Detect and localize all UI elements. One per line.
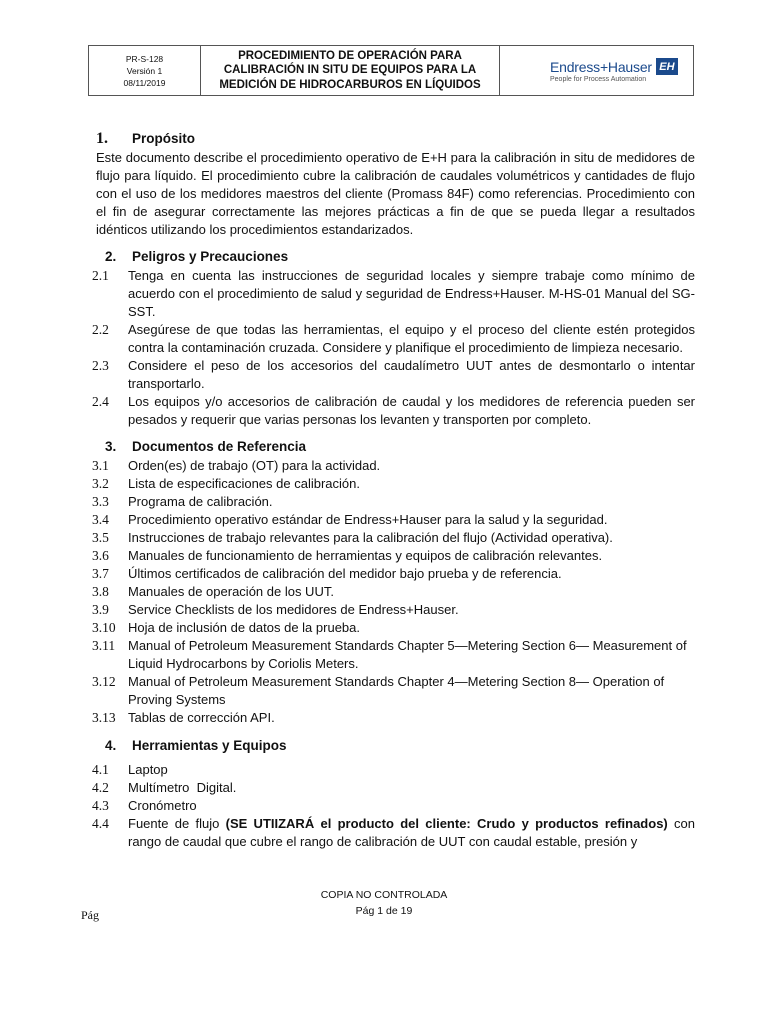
document-body <box>92 124 695 851</box>
section-number: 2. <box>105 249 117 264</box>
list-item: 3.4 Procedimiento operativo estándar de Endress+Hauser para la salud y la seguridad. <box>92 512 608 527</box>
document-meta <box>89 46 201 95</box>
item-text-bold: (SE UTIIZARÁ el producto del cliente: Crudo y productos refinados) <box>225 816 668 831</box>
section-heading <box>96 248 695 266</box>
list-item: 3.6 Manuales de funcionamiento de herramientas y equipos de calibración relevantes. <box>92 548 603 563</box>
title-line: CALIBRACIÓN IN SITU DE EQUIPOS PARA LA <box>223 64 477 77</box>
list-item: 4.2 Multímetro Digital. <box>92 780 237 795</box>
page-footer <box>0 887 768 919</box>
list-item: 4.1 Laptop <box>92 762 168 777</box>
list-item: 3.10 Hoja de inclusión de datos de la prueba. <box>92 620 360 635</box>
company-logo <box>500 46 693 95</box>
list-item: 3.5 Instrucciones de trabajo relevantes para la calibración del flujo (Actividad operativa). <box>92 530 613 545</box>
document-version: Versión 1 <box>126 65 163 76</box>
list-item: 2.4 Los equipos y/o accesorios de calibración de caudal y los medidores de referencia pueden ser pesados y requerir que varias personas los levanten y transporten por completo. <box>92 394 695 427</box>
document-date: 08/11/2019 <box>123 77 166 88</box>
document-title <box>201 46 500 95</box>
list-item: 3.2 Lista de especificaciones de calibración. <box>92 476 360 491</box>
title-line: PROCEDIMIENTO DE OPERACIÓN PARA <box>238 49 462 62</box>
page-label: Pág <box>81 908 99 922</box>
list-item: 3.12 Manual of Petroleum Measurement Standards Chapter 4—Metering Section 8— Operation of Proving Systems <box>92 674 665 707</box>
list-item: 2.2 Asegúrese de que todas las herramientas, el equipo y el proceso del cliente estén protegidos contra la contaminación cruzada. Considere y planifique el procedimiento de limpieza necesario. <box>92 322 695 355</box>
logo-name: Endress+Hauser <box>550 58 652 75</box>
title-line: MEDICIÓN DE HIDROCARBUROS EN LÍQUIDOS <box>219 78 481 91</box>
item-text: con rango de caudal que cubre el rango de calibración de UUT con caudal estable, presión y <box>128 816 695 849</box>
list-item: 4.4 Fuente de flujo (SE UTIIZARÁ el producto del cliente: Crudo y productos refinados) con rango de caudal que cubre el rango de calibración de UUT con caudal estable, presión y <box>92 816 695 849</box>
section-number: 4. <box>105 738 117 753</box>
section-heading <box>96 737 695 755</box>
list-item: 3.9 Service Checklists de los medidores de Endress+Hauser. <box>92 602 459 617</box>
list-item: 2.1 Tenga en cuenta las instrucciones de seguridad locales y siempre trabaje como mínimo de acuerdo con el procedimiento de salud y seguridad de Endress+Hauser. M-HS-01 Manual del SG-SST. <box>92 268 695 319</box>
list-item: 2.3 Considere el peso de los accesorios del caudalímetro UUT antes de desmontarlo o intentar transportarlo. <box>92 358 695 391</box>
section-paragraph: Este documento describe el procedimiento operativo de E+H para la calibración in situ de medidores de flujo para líquido. El procedimiento cubre la calibración de caudales volumétricos y cantidades de flujo con el uso de los medidores maestros del cliente (Promass 84F) como referencias. Procedimiento con el fin de asegurar correctamente las mejores prácticas a fin de que se pueda llegar a resultados idénticos utilizando los procedimientos estandarizados. <box>96 150 695 237</box>
copy-notice: COPIA NO CONTROLADA <box>320 889 448 901</box>
list-item: 3.8 Manuales de operación de los UUT. <box>92 584 334 599</box>
list-item: 3.7 Últimos certificados de calibración del medidor bajo prueba y de referencia. <box>92 566 562 581</box>
list-item: 3.11 Manual of Petroleum Measurement Standards Chapter 5—Metering Section 6— Measurement of Liquid Hydrocarbons by Coriolis Meters. <box>92 638 687 671</box>
page-number: Pág 1 de 19 <box>355 905 413 917</box>
logo-mark-icon: EH <box>656 58 678 75</box>
list-item: 3.1 Orden(es) de trabajo (OT) para la actividad. <box>92 458 381 473</box>
list-item: 4.3 Cronómetro <box>92 798 197 813</box>
item-text: Fuente de flujo <box>128 816 226 831</box>
document-code: PR-S-128 <box>125 53 164 64</box>
section-title: Peligros y Precauciones <box>132 249 289 264</box>
section-title: Documentos de Referencia <box>132 439 307 454</box>
list-item: 3.13 Tablas de corrección API. <box>92 710 275 725</box>
section-heading <box>96 130 695 148</box>
list-item: 3.3 Programa de calibración. <box>92 494 273 509</box>
section-number: 3. <box>105 439 117 454</box>
section-title: Herramientas y Equipos <box>132 738 287 753</box>
section-number: 1. <box>96 130 108 147</box>
section-heading <box>96 438 695 456</box>
section-title: Propósito <box>132 131 195 146</box>
logo-tagline: People for Process Automation <box>550 76 647 83</box>
document-header <box>88 45 694 96</box>
